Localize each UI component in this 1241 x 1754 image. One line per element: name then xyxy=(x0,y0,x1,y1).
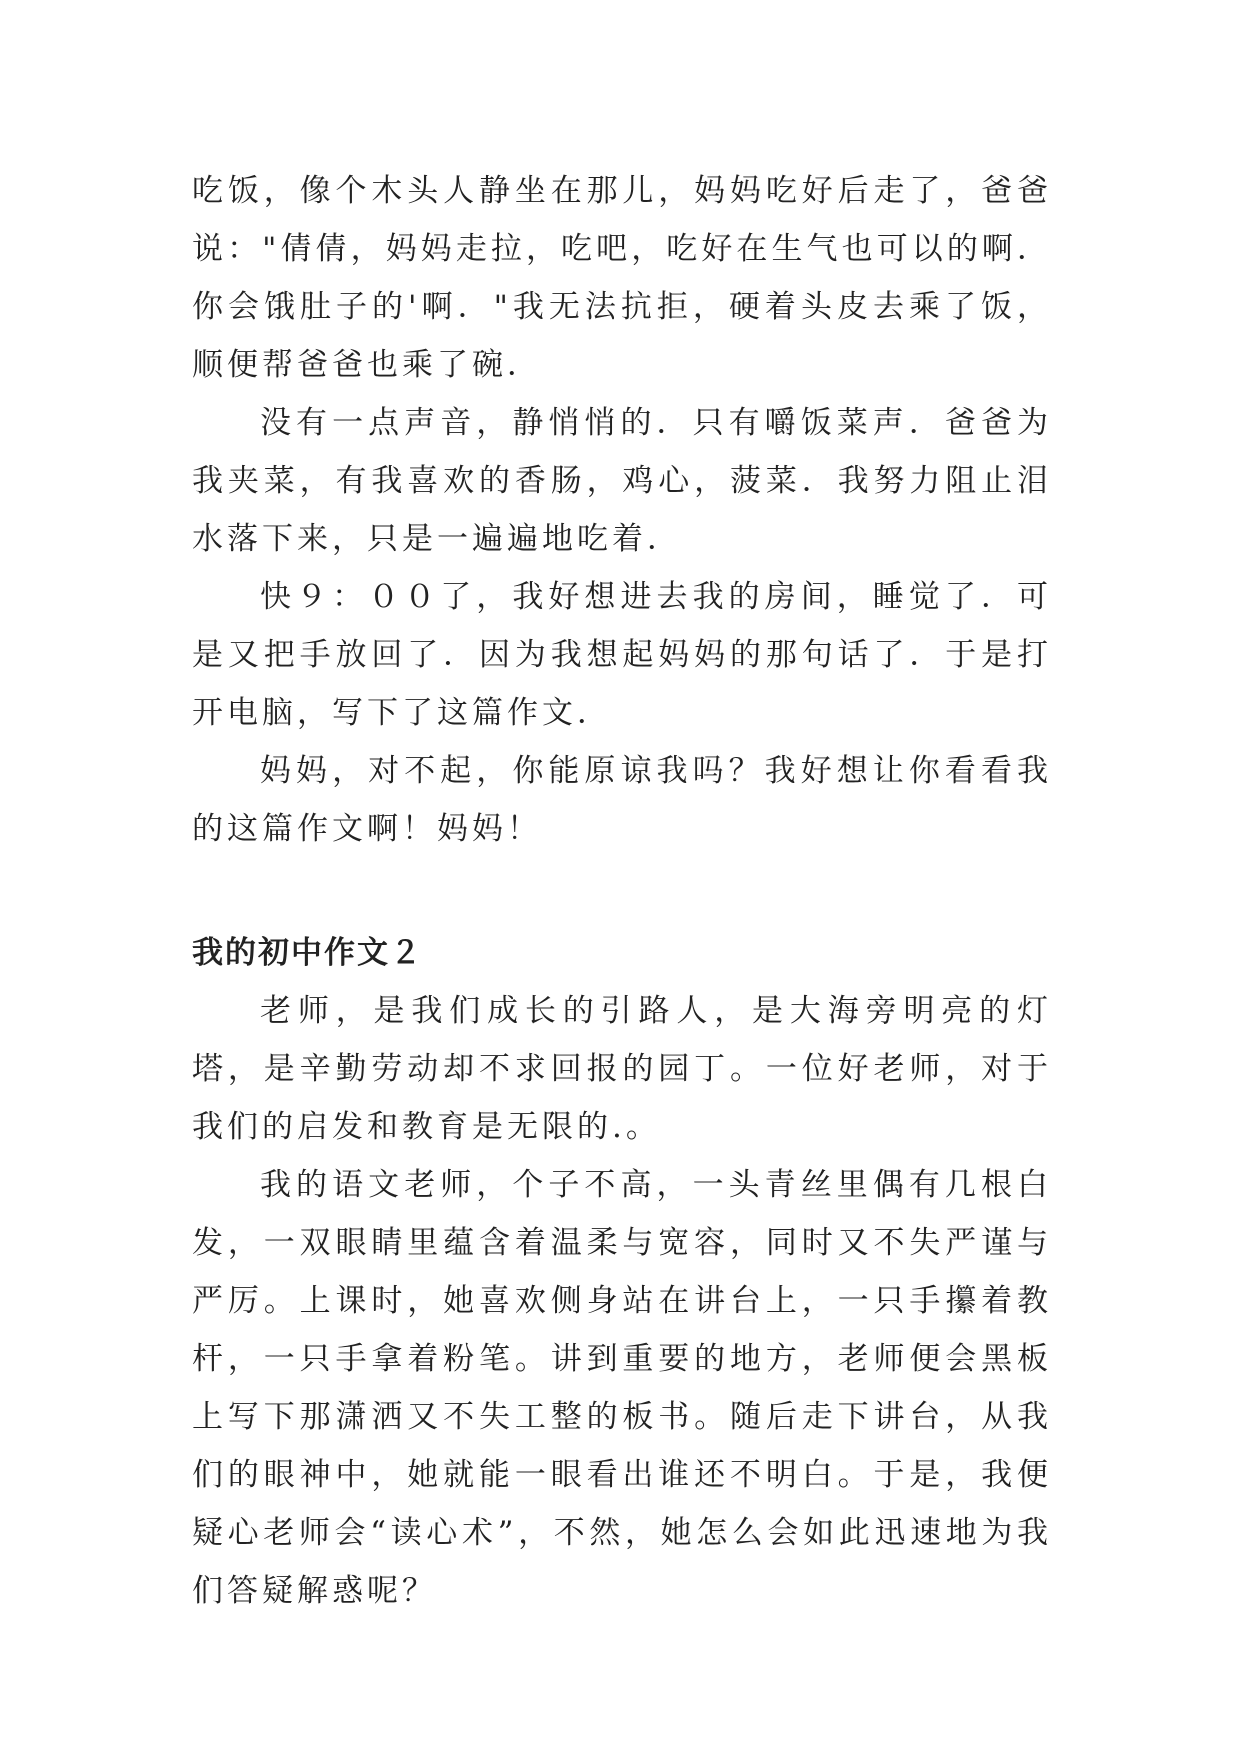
paragraph-continuation: 吃饭，像个木头人静坐在那儿，妈妈吃好后走了，爸爸说："倩倩，妈妈走拉，吃吧，吃好在生气也可以的啊．你会饿肚子的'啊．"我无法抗拒，硬着头皮去乘了饭，顺便帮爸爸也乘了碗． xyxy=(192,173,1052,383)
document-body xyxy=(192,162,1052,1620)
essay-title: 我的初中作文２ xyxy=(192,935,423,971)
paragraph: 没有一点声音，静悄悄的．只有嚼饭菜声．爸爸为我夹菜，有我喜欢的香肠，鸡心，菠菜．我努力阻止泪水落下来，只是一遍遍地吃着． xyxy=(192,405,1052,557)
paragraph: 老师，是我们成长的引路人，是大海旁明亮的灯塔，是辛勤劳动却不求回报的园丁。一位好老师，对于我们的启发和教育是无限的.。 xyxy=(192,993,1052,1145)
paragraph: 妈妈，对不起，你能原谅我吗？我好想让你看看我的这篇作文啊！妈妈！ xyxy=(192,753,1052,847)
paragraph: 我的语文老师，个子不高，一头青丝里偶有几根白发，一双眼睛里蕴含着温柔与宽容，同时又不失严谨与严厉。上课时，她喜欢侧身站在讲台上，一只手攥着教杆，一只手拿着粉笔。讲到重要的地方，老师便会黑板上写下那潇洒又不失工整的板书。随后走下讲台，从我们的眼神中，她就能一眼看出谁还不明白。于是，我便疑心老师会“读心术”，不然，她怎么会如此迅速地为我们答疑解惑呢？ xyxy=(192,1167,1052,1609)
paragraph: 快９：００了，我好想进去我的房间，睡觉了．可是又把手放回了．因为我想起妈妈的那句话了．于是打开电脑，写下了这篇作文． xyxy=(192,579,1052,731)
